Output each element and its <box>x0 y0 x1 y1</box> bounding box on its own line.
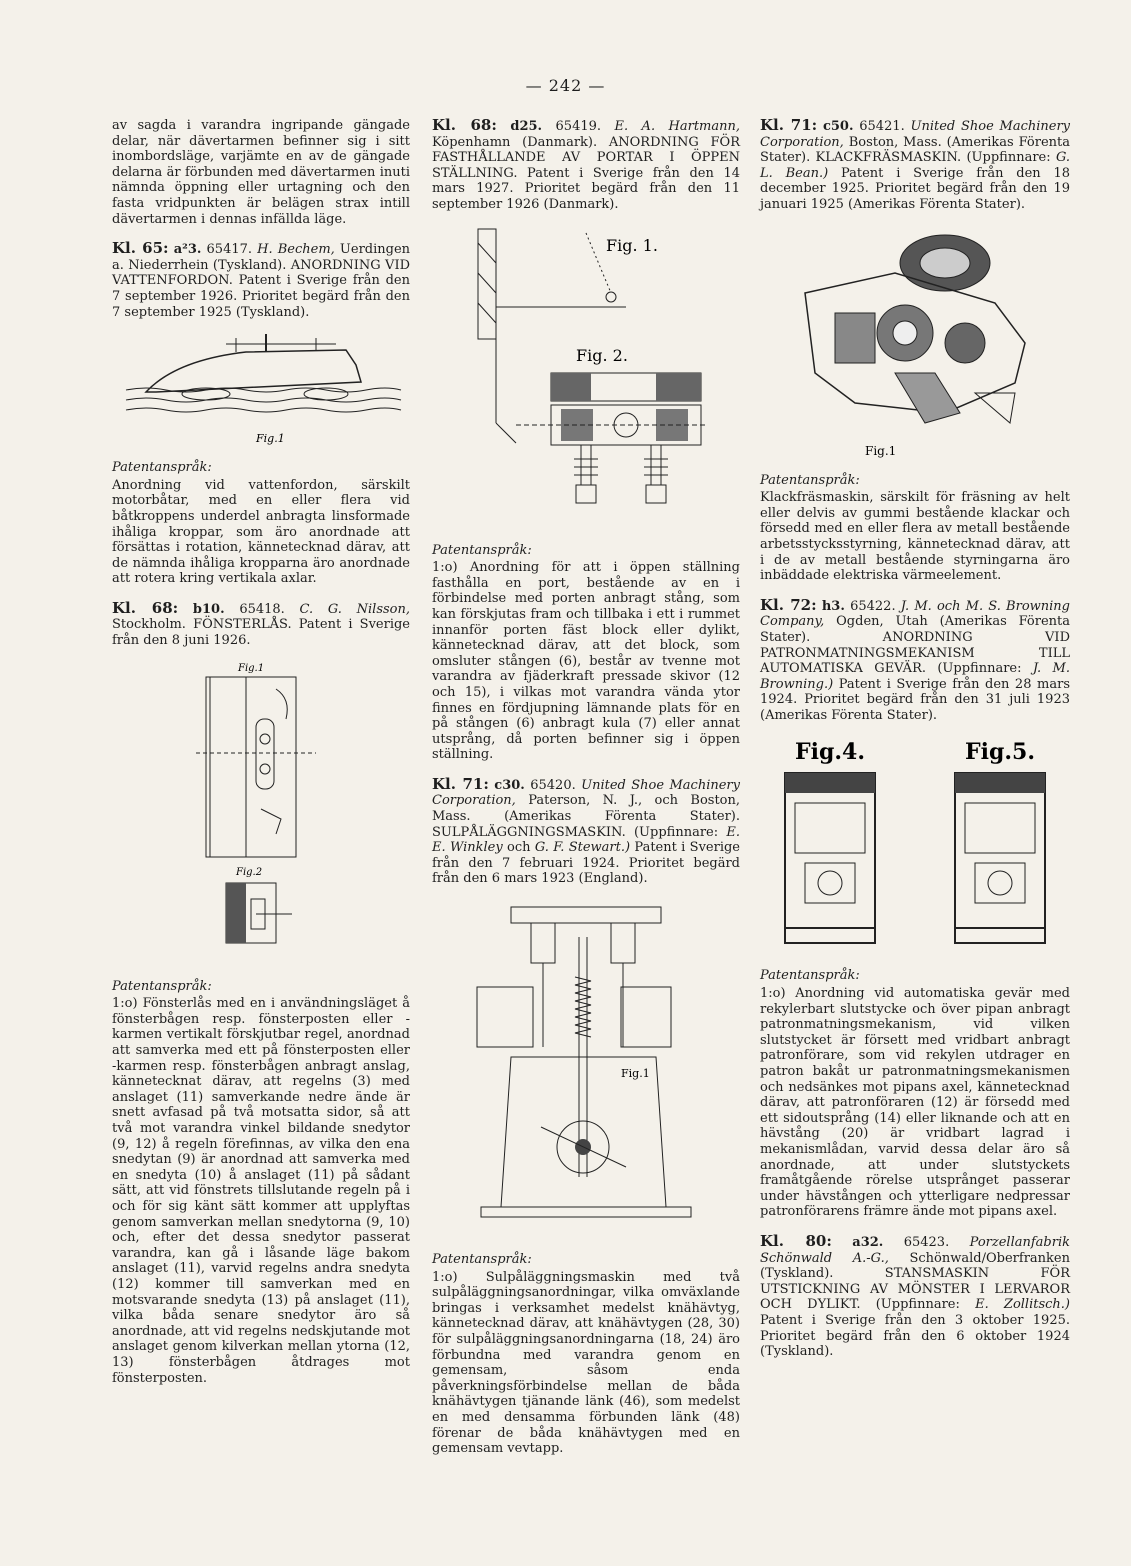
patent-details: Stockholm. FÖNSTERLÅS. Patent i Sverige från den 8 juni 1926. <box>112 617 410 649</box>
patent-details: Ogden, Utah (Amerikas Förenta Stater). ANORDNING VID PATRONMATNINGSMEKANISM TILL AUTOMATISKA GEVÄR. (Uppfinnare: <box>760 614 1070 677</box>
patent-holder: C. G. Nilsson, <box>299 601 410 617</box>
figure-label: Fig.1 <box>621 1067 650 1081</box>
patent-number: 65420. <box>530 777 576 793</box>
sole-machine-figure <box>471 897 701 1242</box>
class-label: Kl. 68: <box>112 598 179 617</box>
claims-title: Patentanspråk: <box>112 460 212 476</box>
claims-title: Patentanspråk: <box>760 472 860 488</box>
claims-text: 1:o) Fönsterlås med en i användningsläget å fönsterbågen resp. fönsterposten eller -karmen vertikalt förskjutbar regel, anordnad att samverka med ett på fönsterposten eller -karmen resp. fönsterbågen anbragt anslag, kännetecknat därav, att regelns (3) med anslaget (11) samverkande nedre ände är snett avfasad på två motsatta sidor, så att två mot varandra vinkel bildande snedytor (9, 12) å regeln förefinnas, av vilka den ena snedytan (9) är anordnad att samverka med en snedyta (10) å anslaget (11) på sådant sätt, att vid fönstrets tillslutande regeln på i och för sig känt sätt kommer att upplyftas genom samverkan mellan snedytorna (9, 10) och, efter det dessa snedytor passerat varandra, kan gå i låsande läge bakom anslaget (11), varvid regelns andra snedyta (12) kommer till samverkan med en motsvarande snedyta (13) på anslaget (11), vilka båda senare snedytor äro så anordnade, att vid regelns nedskjutande mot anslaget genom kilverkan mellan ytorna (12, 13) fönsterbågen åtdrages mot fönsterposten. <box>112 996 410 1386</box>
figure-label-2: Fig.2 <box>236 866 263 878</box>
patent-details: Uerdingen a. Niederrhein (Tyskland). ANORDNING VID VATTENFORDON. Patent i Sverige från den 7 september 1926. Prioritet begärd från den 7 september 1925 (Tyskland). <box>112 242 411 320</box>
patent-entry-65419 <box>432 118 740 763</box>
patent-details-2: Patent i Sverige från den 3 oktober 1925. Prioritet begärd från den 6 oktober 1924 (Tyskland). <box>760 1312 1070 1360</box>
class-label: Kl. 71: <box>760 116 818 134</box>
patent-heading <box>760 595 1070 724</box>
class-label: Kl. 72: <box>760 595 817 614</box>
claims-text: Anordning vid vattenfordon, särskilt motorbåtar, med en eller flera vid båtkroppens underdel anbragta linsformade ihåliga kroppar, som äro anordnade att försättas i rotation, kännetecknad därav, att de nämnda ihåliga kropparna äro anordnade att rotera kring vertikala axlar. <box>112 477 410 587</box>
patent-details: Boston, Mass. (Amerikas Förenta Stater). KLACKFRÄSMASKIN. (Uppfinnare: <box>760 134 1070 166</box>
patent-holder: H. Bechem, <box>257 242 335 258</box>
inventor: E. Zollitsch.) <box>975 1297 1070 1313</box>
conjunction: och <box>507 840 531 856</box>
class-label: Kl. 71: <box>432 774 489 793</box>
patent-holder: J. M. och M. S. Browning Company, <box>760 598 1070 630</box>
class-label: Kl. 65: <box>112 239 169 258</box>
heel-milling-machine-figure <box>795 223 1035 463</box>
class-label: Kl. 80: <box>760 1231 832 1250</box>
patent-number: 65421. <box>859 119 905 134</box>
patent-entry-65417 <box>112 241 410 587</box>
patent-entry-65421 <box>760 118 1070 584</box>
patent-details-2: Patent i Sverige från den 7 februari 1924. Prioritet begärd från den 6 mars 1923 (England). <box>432 840 741 887</box>
claims-text: 1:o) Sulpåläggningsmaskin med två sulpåläggningsanordningar, vilka omväxlande bringas i verksamhet medelst knähävtyg, kännetecknad därav, att knähävtygen (28, 30) för sulpåläggningsanordningarna (18, 24) äro förbundna med varandra genom en gemensam, såsom enda påverkningsförbindelse mellan de båda knähävtygen tjänande länk (46), som medelst en med densamma förbunden länk (48) förenar de båda knähävtygen med en gemensam vevtapp. <box>432 1269 740 1457</box>
figure-label-2: Fig. 2. <box>576 345 628 365</box>
claims-text: 1:o) Anordning vid automatiska gevär med rekylerbart slutstycke och över pipan anbragt patronmatningsmekanism, vid vilken slutstycket är försett med vridbart anbragt patronförare, som vid rekylen utdrager en patron bakåt ur patronmatningsmekanismen och nedsänkes mot pipans axel, kännetecknad därav, att patronföraren (12) är försedd med ett sidoutsprång (14) eller liknande och att en hävstång (20) är vridbart lagrad i mekanismlådan, varvid dessa delar äro så anordnade, att under slutstyckets framåtgående rörelse utsprånget passerar under hävstången och ytterligare nedpressar patronförarens främre ände mot pipans axel. <box>760 986 1070 1220</box>
subclass: c50. <box>822 119 854 134</box>
patent-heading <box>432 118 740 213</box>
patent-heading <box>432 774 741 887</box>
patent-details: Schönwald/Oberfranken (Tyskland). STANSMASKIN FÖR UTSTICKNING AV MÖNSTER I LERVAROR OCH DYLIKT. (Uppfinnare: <box>760 1250 1070 1313</box>
column-2 <box>432 118 740 1457</box>
window-lock-figure <box>196 659 326 969</box>
column-3 <box>760 118 1070 1360</box>
claims-title: Patentanspråk: <box>112 978 212 994</box>
patent-number: 65417. <box>206 242 253 258</box>
subclass: b10. <box>192 601 225 617</box>
patent-heading <box>760 1231 1071 1360</box>
figure-label-5: Fig.5. <box>965 739 1035 766</box>
inventor: G. F. Stewart.) <box>534 840 631 856</box>
inventor: E. E. Winkley <box>432 824 740 856</box>
figure-label-1: Fig. 1. <box>606 235 658 255</box>
subclass: d25. <box>510 119 543 134</box>
patent-details-2: Patent i Sverige från den 18 december 1925. Prioritet begärd från den 19 januari 1925 (Amerikas Förenta Stater). <box>760 165 1070 212</box>
claims-title: Patentanspråk: <box>432 1252 532 1268</box>
patent-details: Köpenhamn (Danmark). ANORDNING FÖR FASTHÅLLANDE AV PORTAR I ÖPPEN STÄLLNING. Patent i Sverige från den 14 mars 1927. Prioritet begärd från den 11 september 1926 (Danmark). <box>432 134 740 212</box>
patent-entry-65423 <box>760 1231 1071 1360</box>
patent-holder: E. A. Hartmann, <box>614 119 740 134</box>
figure-label-1: Fig.1 <box>238 662 265 674</box>
inventor: G. L. Bean.) <box>760 150 1070 181</box>
subclass: c30. <box>494 777 525 793</box>
continued-text: av sagda i varandra ingripande gängade delar, när dävertarmen befinner sig i sitt inombordsläge, varjämte en av de gängade delarna är förbunden med dävertarmen inuti nämnda öppning eller urtagning och den fasta vridpunkten är belägen strax intill dävertarmen i dennas infällda läge. <box>112 118 410 227</box>
patent-holder: Porzellanfabrik Schönwald A.-G., <box>760 1234 1071 1266</box>
figure-label: Fig.1 <box>865 443 897 458</box>
column-1 <box>112 118 410 1386</box>
figure-label: Fig.1 <box>256 432 285 446</box>
rifle-mechanism-figure <box>765 733 1065 958</box>
boat-figure <box>116 330 406 450</box>
patent-entry-65418 <box>112 598 410 1386</box>
patent-heading <box>112 598 410 649</box>
patent-holder: United Shoe Machinery Corporation, <box>760 119 1070 150</box>
gate-holder-figure <box>456 223 716 533</box>
patent-entry-65422 <box>760 595 1070 1220</box>
patent-number: 65422. <box>850 598 896 614</box>
patent-entry-65420 <box>432 774 741 1457</box>
patent-heading <box>760 118 1070 213</box>
page-number: — 242 — <box>525 76 606 95</box>
subclass: a²3. <box>173 242 202 258</box>
patent-holder: United Shoe Machinery Corporation, <box>432 777 740 809</box>
patent-details-2: Patent i Sverige från den 28 mars 1924. Prioritet begärd från den 31 juli 1923 (Amerikas Förenta Stater). <box>760 676 1070 723</box>
patent-details: Paterson, N. J., och Boston, Mass. (Amerikas Förenta Stater). SULPÅLÄGGNINGSMASKIN. (Uppfinnare: <box>432 793 741 840</box>
patent-number: 65419. <box>555 119 602 134</box>
claims-title: Patentanspråk: <box>760 968 860 984</box>
claims-title: Patentanspråk: <box>432 542 532 558</box>
figure-label-4: Fig.4. <box>795 739 865 766</box>
claims-text: 1:o) Anordning för att i öppen ställning fasthålla en port, bestående av en i förbindelse med porten anbragt stång, som kan förskjutas fram och tillbaka i ett i rummet innanför porten fäst block eller dylikt, kännetecknad därav, att det block, som omsluter stången (6), består av tvenne mot varandra av fjäderkraft pressade skivor (12 och 15), i vilkas mot varandra vända ytor finnes en fördjupning lämnande plats för en på stången (6) anbragt kula (7) eller annat utsprång, då porten befinner sig i öppen ställning. <box>432 560 740 763</box>
subclass: a32. <box>852 1234 884 1250</box>
patent-heading <box>112 241 410 320</box>
patent-number: 65423. <box>903 1234 950 1250</box>
patent-number: 65418. <box>239 601 285 617</box>
class-label: Kl. 68: <box>432 116 497 134</box>
claims-text: Klackfräsmaskin, särskilt för fräsning av helt eller delvis av gummi bestående klackar och försedd med en eller flera av metall bestående arbetsstycksstyrning, kännetecknad därav, att i de av metall bestående styrningarna äro inbäddade elektriska värmeelement. <box>760 490 1070 584</box>
inventor: J. M. Browning.) <box>760 661 1070 692</box>
subclass: h3. <box>821 598 845 614</box>
